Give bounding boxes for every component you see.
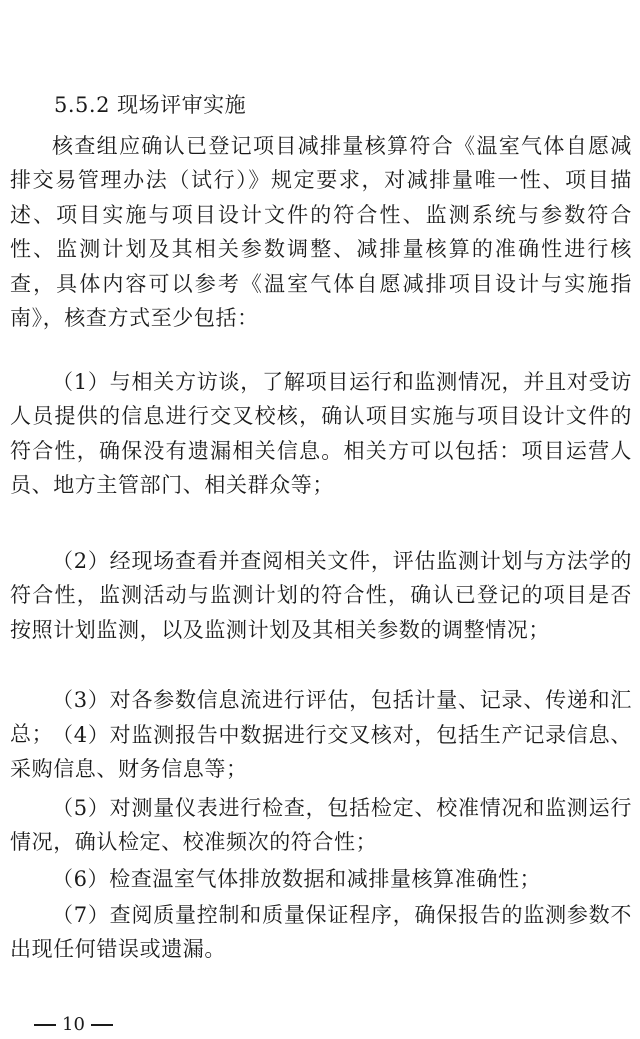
section-heading: 5.5.2 现场评审实施 <box>54 93 247 117</box>
footer-dash-left <box>34 1024 56 1026</box>
paragraph-item-4: （4）对监测报告中数据进行交叉核对，包括生产记录信息、采购信息、财务信息等； <box>10 723 632 782</box>
page-number: 10 <box>62 1014 85 1035</box>
page-footer <box>0 1012 150 1038</box>
paragraph-item-3: （3）对各参数信息流进行评估，包括计量、记录、传递和汇总； <box>10 688 632 747</box>
paragraph-item-6: （6）检查温室气体排放数据和减排量核算准确性； <box>52 867 542 891</box>
paragraph-item-5: （5）对测量仪表进行检查，包括检定、校准情况和监测运行情况，确认检定、校准频次的符合性； <box>10 796 632 855</box>
paragraph-intro: 核查组应确认已登记项目减排量核算符合《温室气体自愿减排交易管理办法（试行）》规定要求，对减排量唯一性、项目描述、项目实施与项目设计文件的符合性、监测系统与参数符合性、监测计划及其相关参数调整、减排量核算的准确性进行核查，具体内容可以参考《温室气体自愿减排项目设计与实施指南》，核查方式至少包括： <box>10 134 632 331</box>
paragraph-item-2: （2）经现场查看并查阅相关文件，评估监测计划与方法学的符合性，监测活动与监测计划的符合性，确认已登记的项目是否按照计划监测，以及监测计划及其相关参数的调整情况； <box>10 549 632 642</box>
footer-dash-right <box>91 1024 113 1026</box>
paragraph-item-7: （7）查阅质量控制和质量保证程序，确保报告的监测参数不出现任何错误或遗漏。 <box>10 903 632 962</box>
paragraph-item-1: （1）与相关方访谈，了解项目运行和监测情况，并且对受访人员提供的信息进行交叉校核，确认项目实施与项目设计文件的符合性，确保没有遗漏相关信息。相关方可以包括：项目运营人员、地方主管部门、相关群众等； <box>10 370 632 498</box>
